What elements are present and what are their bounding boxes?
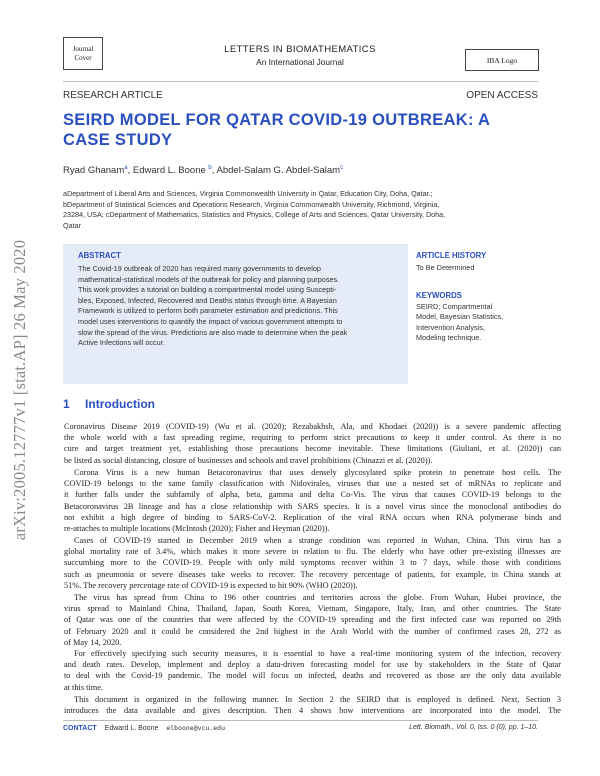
body-line: COVID-19 belongs to the same family classification with Nidovirales, viruses that use a nested set of mRNAs to replicate and [64,479,561,489]
body-line: of Qatar was one of the countries that were affected by the COVID-19 spreading and the first infected case was reported on 29th [64,615,561,625]
title-line-1: SEIRD MODEL FOR QATAR COVID-19 OUTBREAK: A [63,111,491,129]
paragraph-3 [64,535,561,591]
abstract-text [78,264,396,349]
paragraph-1 [64,421,561,466]
body-line: cure and target treatment yet, establishing those precautions become inevitable. These limitations (Giuliani, et al. (2020)) can [64,444,561,454]
paragraph-6 [64,694,561,716]
author-2-affil[interactable]: b [208,165,212,171]
contact-label: CONTACT [63,725,97,732]
body-line: 51%. The recovery percentage rate of COVID-19 is expected to hit 90% (WHO (2020)). [64,580,358,590]
body-line: succumbing more to the COVID-19. People with only mild symptoms recover within 3 to 7 days, while those with conditions [64,558,561,568]
history-heading: ARTICLE HISTORY [416,251,487,260]
affiliations [63,189,541,232]
body-line: at this time. [64,682,103,692]
body-line: not exhibit a high degree of binding to SARS-CoV-2. Replication of the viral RNA occurs when RNA polymerase binds and [64,512,561,522]
author-1-affil[interactable]: a [124,165,128,171]
abstract-line: model uses interventions to quantify the impact of various government attempts to [78,316,343,326]
affiliation-line: aDepartment of Liberal Arts and Sciences, Virginia Commonwealth University in Qatar, Education City, Doha, Qatar.; [63,189,433,198]
contact-name: Edward L. Boone [104,725,159,732]
body-line: such as pneumonia or severe diseases take weeks to recover. The recovery percentage of patients, for example, in China stands at [64,569,561,579]
body-line: re-attaches to multiple locations (McIntosh (2020); Fisher and Heyman (2020)). [64,524,330,534]
footer-rule [63,720,538,721]
journal-name: LETTERS IN BIOMATHEMATICS [224,44,376,55]
iba-logo-label: IBA Logo [486,55,518,65]
keyword-line: SEIRD; Compartmental [416,302,493,311]
body-line: For effectively specifying such security measures, it is essential to have a real-time monitoring system of the infection, recovery [74,649,561,658]
footer-contact [63,724,225,732]
body-line: it further falls under the subfamily of alpha, beta, gamma and delta Co-Vis. The virus that causes COVID-19 belongs to the [64,490,561,500]
abstract-line: Active Infections will occur. [78,338,165,348]
paragraph-4 [64,592,561,648]
title-line-2: CASE STUDY [63,131,173,149]
body-line: Corona Virus is a new human Betacoronavirus that uses densely glycosylated spike protein to penetrate host cells. The [74,468,561,477]
footer-citation: Lett. Biomath., Vol. 0, Iss. 0 (0), pp. 1–10. [409,724,538,731]
arxiv-stamp[interactable] [2,205,38,575]
body-line: Coronavirus Disease 2019 (COVID-19) (Wu et al. (2020); Rezabakhsh, Ala, and Khodaei (2020)) is a severe pandemic affecting [64,422,561,431]
arxiv-id[interactable]: arXiv:2005.12777v1 [stat.AP] 26 May 2020 [10,239,29,541]
abstract-line: mathematical-statistical models of the outbreak for policy and planning purposes. [78,274,340,284]
author-2: Edward L. Boone [132,165,206,177]
body-line: global mortality rate of 3.4%, which makes it more severe in relation to flu. The elderly who have other pre-existing illnesses are [64,547,561,557]
history-value: To Be Determined [416,263,475,272]
affiliation-line: Qatar [63,221,81,231]
author-3: Abdel-Salam G. Abdel-Salam [216,165,341,177]
journal-cover-placeholder [63,37,103,70]
author-1: Ryad Ghanam [63,165,125,177]
body-line: of May 14, 2020. [64,637,122,647]
open-access: OPEN ACCESS [466,90,538,101]
body-line: This document is organized in the following manner. In Section 2 the SEIRD that is employed is defined. Next, Section 3 [74,695,561,704]
abstract-line: The Covid-19 outbreak of 2020 has required many governments to develop [78,264,321,273]
journal-subtitle: An International Journal [256,57,344,67]
section-number: 1 [63,397,70,411]
body-line: of February 2020 and it could be considered the 2nd highest in the Arab World with the number of confirmed cases 28, 272 as [64,626,561,636]
affiliation-line: bDepartment of Statistical Sciences and Operations Research, Virginia Commonwealth University, Richmond, Virginia, [63,199,440,209]
body-line: introduces the data available and gives description. Then 4 shows how interventions are incorporated into the model. The [64,706,561,716]
abstract-line: Framework is utilized to perform both parameter estimation and predictions. This [78,306,338,316]
article-type: RESEARCH ARTICLE [63,90,163,101]
body-line: to deal with the Covid-19 pandemic. The model will focus on infected, deaths and recovered as those are the only data available [64,671,561,681]
iba-logo-placeholder [465,49,539,71]
paragraph-2 [64,467,561,534]
abstract-line: slow the spread of the virus. Predictions are also made to determine when the peak [78,327,348,337]
abstract-heading: ABSTRACT [78,251,121,260]
affiliation-line: 23284, USA; cDepartment of Mathematics, Statistics and Physics, College of Arts and Sciences, Qatar University, Doha, [63,210,446,220]
paragraph-5 [64,648,561,693]
abstract-line: This work provides a tutorial on building a compartmental model using Suscepti- [78,285,337,295]
body-line: Cases of COVID-19 started in December 2019 when a strange condition was reported in Wuhan, China. This virus has a [74,536,561,545]
body-line: Betacoronavirus 2B lineage and has a close relationship with SARS species. It is a novel virus since the monoclonal antibodies do [64,501,561,511]
author-3-affil[interactable]: c [340,165,344,171]
section-title: Introduction [85,397,156,411]
body-line: the whole world with a fast spreading regime, requiring to perform strict precautions to keep it under control. As there is no [64,433,561,443]
keyword-line: Intervention Analysis, [416,322,485,332]
body-line: and death rates. Develop, implement and deploy a data-driven forecasting model for use by stakeholders in the State of Qatar [64,660,561,670]
author-list: Ryad Ghanam$^a$, Edward L. Boone $^b$, Abdel-Salam G. Abdel-Salam$^c$ [63,165,344,177]
journal-cover-label: Journal Cover [72,44,94,62]
keywords-heading: KEYWORDS [416,291,462,300]
paper-title [63,110,543,150]
keyword-line: Modeling technique. [416,332,482,342]
contact-email[interactable]: elboone@vcu.edu [166,724,226,732]
body-line: The virus has spread from China to 196 other countries and territories across the globe. From Wuhan, Hubei province, the [74,593,561,602]
body-line: virus spread to Mainland China, Thailand, Japan, South Korea, Vietnam, Singapore, Italy, Iran, and other countries. The State [64,604,561,614]
body-line: be listed as social distancing, closure of businesses and schools and travel prohibitions (Chinazzi et al. (2020)). [64,455,433,465]
abstract-line: bles, Exposed, Infected, Recovered and Deaths status through time. A Bayesian [78,295,337,305]
keyword-line: Model, Bayesian Statistics, [416,312,504,322]
header-rule [63,81,538,82]
keywords-list [416,302,503,343]
section-heading [63,397,155,411]
